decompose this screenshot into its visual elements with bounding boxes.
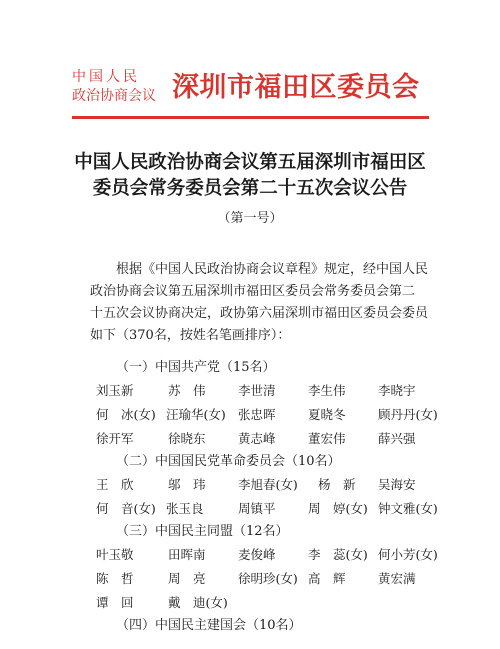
names-row bbox=[96, 428, 436, 450]
header-red-rule bbox=[72, 116, 429, 119]
member-name: 苏 伟 bbox=[168, 383, 206, 398]
member-name: 薛兴强 bbox=[378, 431, 416, 446]
member-name: 徐晓东 bbox=[168, 431, 206, 446]
names-row bbox=[96, 592, 436, 614]
section-heading: （二）中国国民党革命委员会（10名） bbox=[116, 454, 341, 469]
document-title-line2: 委员会常务委员会第二十五次会议公告 bbox=[92, 178, 408, 199]
member-name: 徐开军 bbox=[96, 431, 134, 446]
letterhead bbox=[0, 0, 500, 125]
member-name: 李旭春(女) bbox=[238, 477, 298, 492]
section-heading: （四）中国民主建国会（10名） bbox=[116, 618, 302, 633]
member-name: 陈 哲 bbox=[96, 571, 134, 586]
member-name: 周 亮 bbox=[168, 571, 206, 586]
section-heading: （一）中国共产党（15名） bbox=[116, 360, 276, 375]
member-name: 顾丹丹(女) bbox=[378, 407, 438, 422]
member-name: 董宏伟 bbox=[308, 431, 346, 446]
org-name-large: 深圳市福田区委员会 bbox=[172, 72, 420, 103]
org-name-small bbox=[72, 68, 182, 106]
section-heading: （三）中国民主同盟（12名） bbox=[116, 524, 289, 539]
member-name: 吴海安 bbox=[378, 477, 416, 492]
intro-paragraph bbox=[90, 259, 430, 347]
member-name: 田晖南 bbox=[168, 547, 206, 562]
member-name: 何 音(女) bbox=[96, 501, 156, 516]
names-row bbox=[96, 568, 436, 590]
intro-line: 根据《中国人民政治协商会议章程》规定，经中国人民 bbox=[116, 262, 429, 277]
member-name: 周 婷(女) bbox=[308, 501, 368, 516]
names-row bbox=[96, 474, 436, 496]
member-name: 黄宏满 bbox=[378, 571, 416, 586]
names-row bbox=[96, 498, 436, 520]
intro-line: 政治协商会议第五届深圳市福田区委员会常务委员会第二 bbox=[90, 284, 416, 299]
intro-line: 十五次会议协商决定，政协第六届深圳市福田区委员会委员 bbox=[90, 306, 429, 321]
member-name: 何小芳(女) bbox=[378, 547, 438, 562]
member-name: 黄志峰 bbox=[238, 431, 276, 446]
member-name: 戴 迪(女) bbox=[168, 595, 228, 610]
member-name: 刘玉新 bbox=[96, 383, 134, 398]
names-row bbox=[96, 544, 436, 566]
member-name: 李世清 bbox=[238, 383, 276, 398]
member-name: 杨 新 bbox=[318, 477, 356, 492]
member-name: 周镇平 bbox=[238, 501, 276, 516]
org-name-line1: 中国人民 bbox=[72, 69, 140, 85]
member-name: 高 辉 bbox=[308, 571, 346, 586]
member-name: 何 冰(女) bbox=[96, 407, 156, 422]
member-name: 王 欣 bbox=[96, 477, 134, 492]
member-name: 钟文雅(女) bbox=[378, 501, 438, 516]
document-number: （第一号） bbox=[217, 211, 283, 226]
member-name: 谭 回 bbox=[96, 595, 134, 610]
member-name: 李生伟 bbox=[308, 383, 346, 398]
member-name: 麦俊峰 bbox=[238, 547, 276, 562]
member-name: 李晓宇 bbox=[378, 383, 416, 398]
names-row bbox=[96, 404, 436, 426]
member-name: 张玉良 bbox=[166, 501, 204, 516]
document-title-line1: 中国人民政治协商会议第五届深圳市福田区 bbox=[74, 152, 426, 173]
member-name: 邬 玮 bbox=[168, 477, 206, 492]
member-name: 张忠晖 bbox=[238, 407, 276, 422]
member-name: 夏晓冬 bbox=[308, 407, 346, 422]
member-name: 徐明珍(女) bbox=[238, 571, 298, 586]
intro-line: 如下（370名，按姓名笔画排序）： bbox=[90, 328, 291, 343]
member-name: 叶玉敬 bbox=[96, 547, 134, 562]
member-name: 李 蕊(女) bbox=[308, 547, 368, 562]
names-row bbox=[96, 380, 436, 402]
member-name: 汪瑜华(女) bbox=[166, 407, 226, 422]
org-name-line2: 政治协商会议 bbox=[72, 88, 156, 104]
